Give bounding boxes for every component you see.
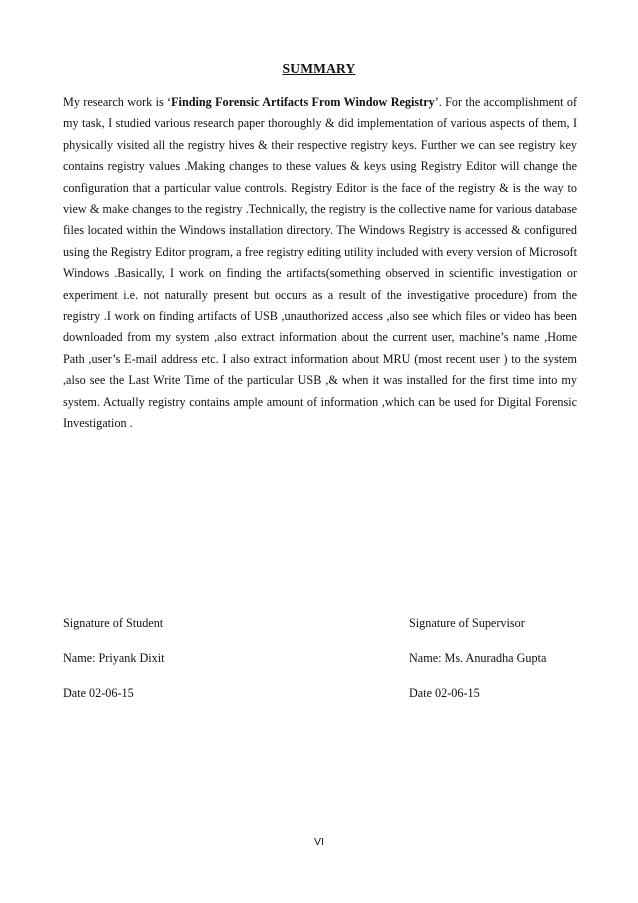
summary-paragraph [63, 92, 577, 435]
paragraph-lead: My research work is ‘ [63, 95, 172, 109]
paragraph-body: ’. For the accomplishment of my task, I studied various research paper thoroughly & did implementation of various aspects of them, I physically visited all the registry hives & their respective registry keys. Further we can see registry key contains registry values .Making changes to these values & keys using Registry Editor will change the configuration that a particular value controls. Registry Editor is the face of the registry & is the way to view & make changes to the registry .Technically, the registry is the collective name for various database files located within the Windows installation directory. The Windows Registry is accessed & configured using the Registry Editor program, a free registry editing utility included with every version of Microsoft Windows .Basically, I work on finding the artifacts(something observed in scientific investigation or experiment i.e. not naturally present but occurs as a result of the investigative procedure) from the registry .I work on finding artifacts of USB ,unauthorized access ,also see which files or video has been downloaded from my system ,also extract information about the current user, machine’s name ,Home Path ,user’s E-mail address etc. I also extract information about MRU (most recent user ) to the system ,also see the Last Write Time of the particular USB ,& when it was installed for the first time into my system. Actually registry contains ample amount of information ,which can be used for Digital Forensic Investigation . [63, 95, 577, 431]
page-number: VI [314, 836, 324, 848]
student-name: Name: Priyank Dixit [63, 651, 165, 665]
student-date: Date 02-06-15 [63, 686, 134, 700]
student-signature-block [63, 615, 165, 701]
student-signature-label: Signature of Student [63, 616, 164, 630]
supervisor-date: Date 02-06-15 [409, 686, 480, 700]
supervisor-signature-label: Signature of Supervisor [409, 616, 525, 630]
supervisor-signature-block [409, 615, 546, 701]
summary-heading: SUMMARY [282, 61, 356, 76]
research-title: Finding Forensic Artifacts From Window Registry [171, 95, 435, 109]
supervisor-name: Name: Ms. Anuradha Gupta [409, 651, 547, 665]
